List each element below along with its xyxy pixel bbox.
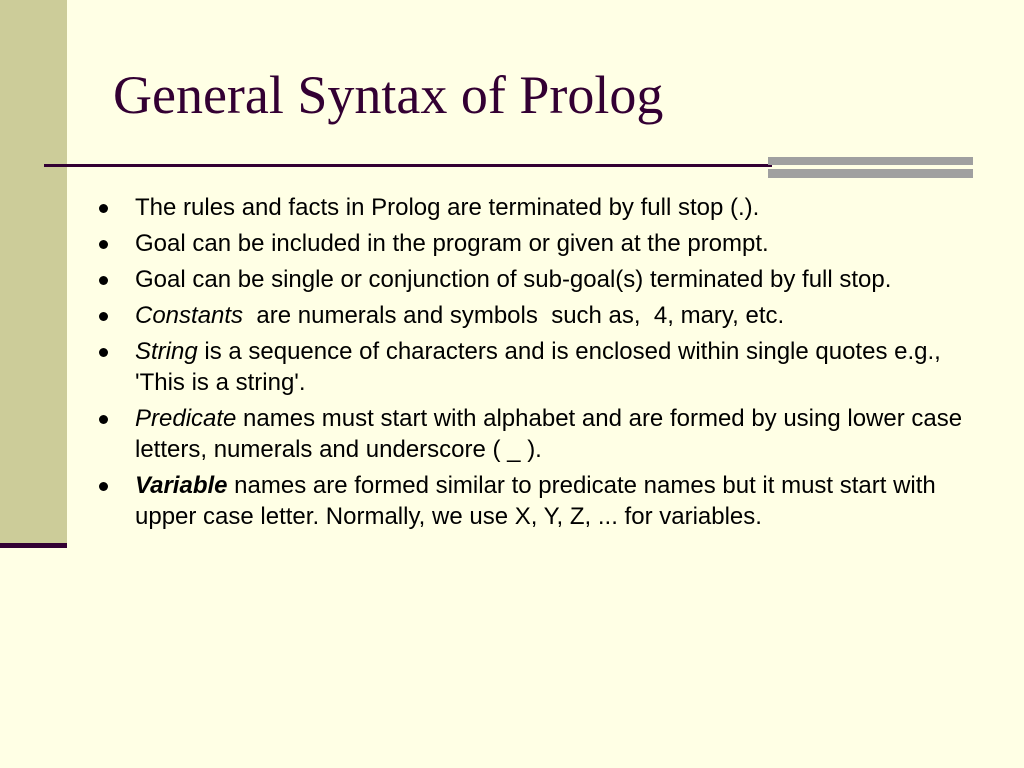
bullet-dot-icon xyxy=(99,482,108,491)
bullet-item-terminator xyxy=(96,192,976,223)
bullet-dot-icon xyxy=(99,312,108,321)
bullet-dot-icon xyxy=(99,348,108,357)
bullet-term: Constants xyxy=(135,302,244,329)
bullet-text: is a sequence of characters and is enclosed within single quotes e.g., 'This is a string'. xyxy=(135,338,948,396)
bullet-text: Goal can be included in the program or given at the prompt. xyxy=(135,230,769,257)
bullet-item-goal-conjunction xyxy=(96,264,976,295)
bullet-item-constants xyxy=(96,300,976,331)
bullet-item-goal-location xyxy=(96,228,976,259)
bullet-term: String xyxy=(135,338,198,365)
title-rule-block-top xyxy=(768,157,973,165)
left-accent-bar xyxy=(0,0,67,545)
title-underline-rule xyxy=(44,164,772,167)
bullet-text: The rules and facts in Prolog are terminated by full stop (.). xyxy=(135,194,760,221)
bullet-item-predicate xyxy=(96,403,976,465)
bullet-text: names are formed similar to predicate names but it must start with upper case letter. Normally, we use X, Y, Z, ... for variables. xyxy=(135,472,943,530)
bullet-item-variable xyxy=(96,470,976,532)
slide-title: General Syntax of Prolog xyxy=(113,65,664,125)
bullet-list xyxy=(96,192,976,537)
bullet-text: names must start with alphabet and are formed by using lower case letters, numerals and underscore ( _ ). xyxy=(135,405,969,463)
bullet-dot-icon xyxy=(99,276,108,285)
bullet-dot-icon xyxy=(99,204,108,213)
left-accent-rule xyxy=(0,543,67,548)
bullet-term: Variable xyxy=(135,472,228,499)
bullet-text: are numerals and symbols such as, 4, mary, etc. xyxy=(243,302,785,329)
bullet-dot-icon xyxy=(99,415,108,424)
bullet-text: Goal can be single or conjunction of sub-goal(s) terminated by full stop. xyxy=(135,266,892,293)
title-rule-block-bottom xyxy=(768,169,973,178)
bullet-term: Predicate xyxy=(135,405,237,432)
bullet-item-string xyxy=(96,336,976,398)
bullet-dot-icon xyxy=(99,240,108,249)
